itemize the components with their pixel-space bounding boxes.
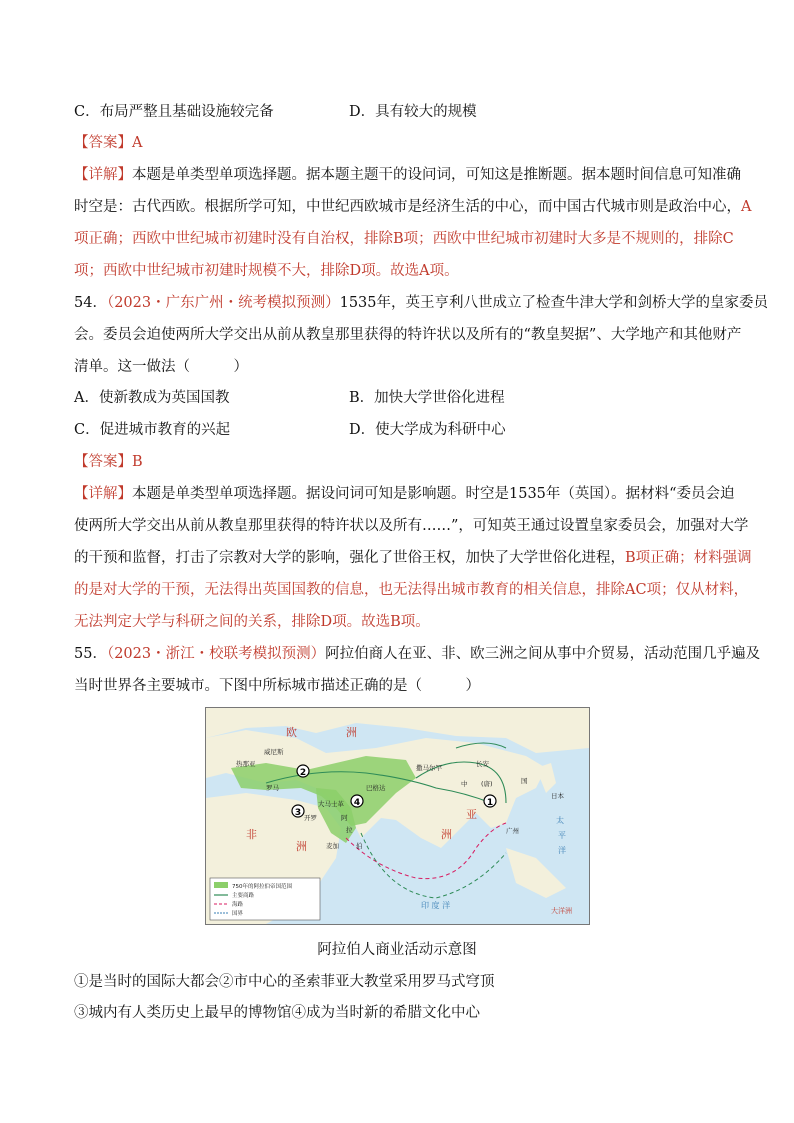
detail-tag: 【详解】	[74, 167, 132, 183]
q55-stem-line-1	[74, 644, 760, 664]
q53-option-c: C．布局严整且基础设施较完备	[74, 104, 274, 120]
legend-land-route: 主要商路	[232, 893, 255, 899]
q53-detail-line-1	[74, 165, 741, 185]
map-label-city: 巴格达	[366, 784, 386, 792]
question-stem: 阿拉伯商人在亚、非、欧三洲之间从事中介贸易，活动范围几乎遍及	[325, 646, 761, 662]
map-label-africa: 洲	[296, 840, 307, 853]
map-label-region: (唐)	[481, 780, 493, 788]
q55-stem-line-2: 当时世界各主要城市。下图中所标城市描述正确的是（ ）	[74, 678, 480, 694]
map-label-city: 麦加	[326, 842, 339, 850]
q54-stem-line-2: 会。委员会迫使两所大学交出从前从教皇那里获得的特许状以及所有的“教皇契据”、大学地产和其他财产	[74, 327, 742, 343]
map-label-oceania: 大洋洲	[551, 907, 572, 915]
question-stem: 1535年，英王亨利八世成立了检查牛津大学和剑桥大学的皇家委员	[339, 295, 769, 311]
q53-option-d: D．具有较大的规模	[349, 104, 477, 120]
q54-detail-line-1	[74, 484, 735, 504]
map-label-europe: 欧	[286, 726, 297, 739]
map-label-asia: 洲	[441, 828, 452, 841]
answer-value: A	[132, 135, 143, 151]
map-label-city: 大马士革	[318, 800, 344, 808]
detail-highlight: B项正确；材料强调	[625, 550, 752, 566]
answer-tag: 【答案】	[74, 454, 132, 470]
q54-answer-line	[74, 452, 143, 472]
q53-detail-line-4	[74, 261, 459, 281]
marker-label: 4	[353, 798, 361, 808]
legend-sea-route: 海路	[232, 902, 244, 908]
marker-label: 3	[294, 808, 302, 818]
q54-stem-line-1	[74, 293, 768, 313]
answer-tag: 【答案】	[74, 135, 132, 151]
question-number: 55．	[74, 646, 107, 662]
q53-answer-line	[74, 133, 142, 153]
detail-highlight: C	[722, 231, 734, 247]
detail-highlight: 的是对大学的干预，无法得出英国国教的信息，也无法得出城市教育的相关信息，	[74, 582, 596, 598]
q54-option-a: A．使新教成为英国国教	[74, 390, 230, 406]
map-label-ocean: 太	[556, 816, 564, 825]
detail-tag: 【详解】	[74, 486, 132, 502]
detail-highlight: 项；西欧中世纪城市初建时规模不大，排除D项。故选A项。	[74, 263, 459, 279]
marker-label: 2	[299, 768, 307, 778]
map-label-region: 拉	[346, 826, 353, 834]
detail-highlight: 排除AC项；仅从材料，	[596, 582, 749, 598]
question-source: （2023・浙江・校联考模拟预测）	[106, 646, 326, 662]
map-label-city: 长安	[476, 760, 489, 768]
map-label-ocean: 印 度 洋	[421, 901, 451, 910]
map-label-city: 威尼斯	[264, 748, 284, 756]
map-label-region: 国	[521, 777, 528, 785]
map-label-region: 中	[461, 780, 468, 788]
q54-option-d: D．使大学成为科研中心	[349, 422, 506, 438]
map-label-city: 热那亚	[236, 760, 256, 768]
q54-detail-line-3	[74, 548, 752, 568]
map-label-city: 广州	[506, 827, 519, 835]
map-label-ocean: 平	[558, 831, 566, 840]
q53-detail-line-3	[74, 229, 734, 249]
legend-empire: 750年的阿拉伯帝国范围	[232, 884, 292, 890]
map-label-asia: 亚	[466, 808, 477, 821]
map-label-city: 开罗	[304, 814, 317, 822]
detail-highlight: B	[393, 231, 404, 247]
map-label-city: 撒马尔罕	[416, 764, 442, 772]
detail-text: 本题是单类型单项选择题。据设问词可知是影响题。时空是1535年（英国）。据材料“委员会迫	[132, 486, 735, 502]
q54-detail-line-4	[74, 580, 748, 600]
detail-text: 的干预和监督，打击了宗教对大学的影响，强化了世俗王权，加快了大学世俗化进程，	[74, 550, 625, 566]
map-svg	[206, 708, 589, 924]
map-caption: 阿拉伯人商业活动示意图	[317, 942, 477, 958]
detail-text: 本题是单类型单项选择题。据本题主题干的设问词，可知这是推断题。据本题时间信息可知准确	[132, 167, 741, 183]
marker-label: 1	[486, 798, 494, 808]
q54-stem-line-3: 清单。这一做法（ ）	[74, 359, 248, 375]
q55-items-line-2: ③城内有人类历史上最早的博物馆④成为当时新的希腊文化中心	[74, 1005, 480, 1021]
map-label-europe: 洲	[346, 726, 357, 739]
q54-option-b: B．加快大学世俗化进程	[349, 390, 505, 406]
answer-value: B	[132, 454, 143, 470]
q54-detail-line-5: 无法判定大学与科研之间的关系，排除D项。故选B项。	[74, 614, 430, 630]
q54-detail-line-2: 使两所大学交出从前从教皇那里获得的特许状以及所有……”，可知英王通过设置皇家委员会，加强对大学	[74, 518, 749, 534]
map-label-region: 日本	[551, 792, 564, 800]
map-label-ocean: 洋	[558, 846, 566, 855]
q53-detail-line-2	[74, 197, 751, 217]
detail-highlight: 项正确；西欧中世纪城市初建时没有自治权，排除	[74, 231, 393, 247]
map-label-region: 伯	[356, 842, 363, 850]
map-label-city: 罗马	[266, 784, 279, 792]
q54-option-c: C．促进城市教育的兴起	[74, 422, 231, 438]
detail-highlight: 项；西欧中世纪城市初建时大多是不规则的，排除	[403, 231, 723, 247]
map-label-region: 阿	[341, 814, 348, 822]
q55-items-line-1: ①是当时的国际大都会②市中心的圣索菲亚大教堂采用罗马式穹顶	[74, 974, 495, 990]
map-label-africa: 非	[246, 828, 257, 841]
question-source: （2023・广东广州・统考模拟预测）	[106, 295, 340, 311]
detail-highlight: A	[741, 199, 752, 215]
map-legend	[210, 878, 320, 920]
legend-border: 国界	[232, 911, 244, 917]
arab-trade-map	[205, 707, 590, 925]
question-number: 54．	[74, 295, 107, 311]
detail-text: 时空是：古代西欧。根据所学可知，中世纪西欧城市是经济生活的中心，而中国古代城市则是政治中心，	[74, 199, 741, 215]
